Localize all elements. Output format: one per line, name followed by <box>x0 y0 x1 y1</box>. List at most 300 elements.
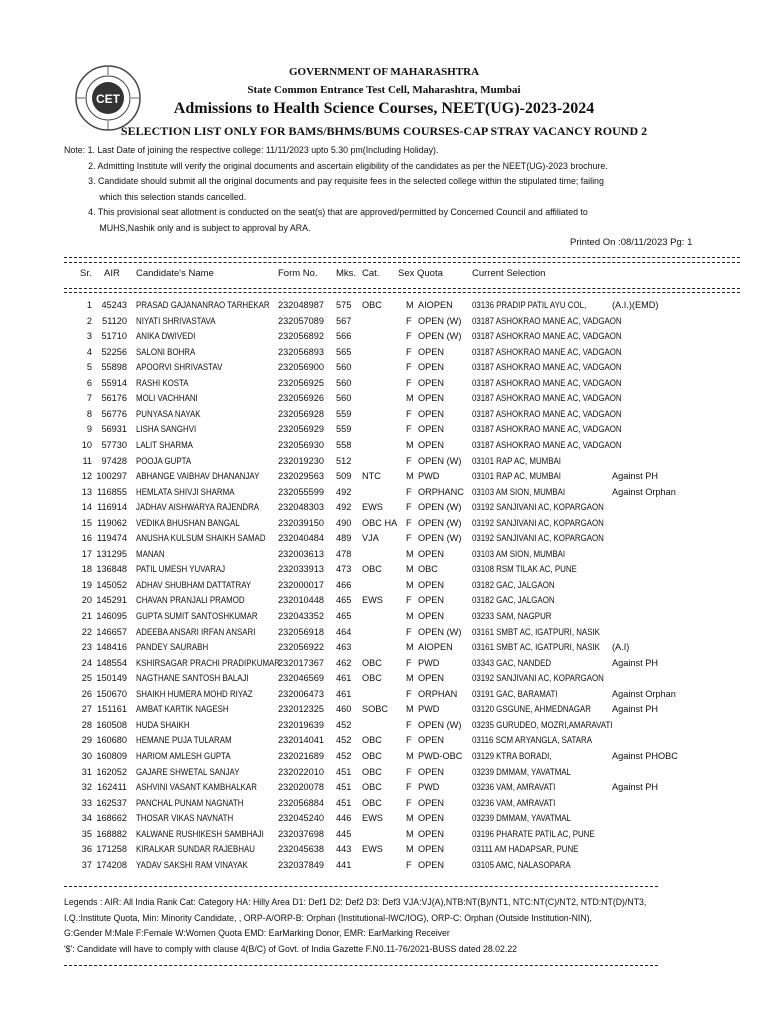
row-quota: OPEN <box>418 735 445 746</box>
row-name: SALONI BOHRA <box>136 346 196 357</box>
row-sex: M <box>406 673 414 684</box>
row-air: 97428 <box>101 455 127 466</box>
row-marks: 566 <box>336 331 352 342</box>
table-row <box>0 844 768 860</box>
row-name: GUPTA SUMIT SANTOSHKUMAR <box>136 611 258 621</box>
note-line: 4. This provisional seat allotment is conducted on the seat(s) that are approved/permitted by Concerned Council and affiliated to <box>88 207 588 219</box>
row-category: EWS <box>362 595 383 606</box>
row-form: 232048987 <box>278 300 324 310</box>
row-sr: 36 <box>81 844 92 855</box>
row-sr: 32 <box>81 782 92 793</box>
row-quota: PWD <box>418 471 440 482</box>
row-form: 232003613 <box>278 548 324 559</box>
row-quota: OPEN (W) <box>418 455 462 466</box>
row-marks: 512 <box>336 455 352 466</box>
row-quota: OPEN (W) <box>418 502 462 513</box>
row-marks: 451 <box>336 766 352 777</box>
row-air: 146657 <box>96 626 127 637</box>
row-sr: 24 <box>81 657 92 668</box>
row-selection: 03120 GSGUNE, AHMEDNAGAR <box>472 704 592 715</box>
row-sr: 11 <box>82 455 92 466</box>
row-quota: OPEN <box>418 393 445 404</box>
table-row <box>0 518 768 534</box>
table-row <box>0 378 768 394</box>
row-name: PANDEY SAURABH <box>136 642 209 653</box>
row-sr: 27 <box>81 704 92 715</box>
row-quota: OPEN <box>418 377 445 388</box>
divider <box>64 288 740 289</box>
row-sr: 5 <box>86 362 92 373</box>
row-selection: 03187 ASHOKRAO MANE AC, VADGAON <box>472 315 622 326</box>
row-quota: ORPHAN <box>418 688 458 699</box>
row-form: 232057089 <box>278 315 324 326</box>
row-marks: 489 <box>336 533 352 544</box>
row-selection: 03182 GAC, JALGAON <box>472 579 555 590</box>
divider <box>64 257 740 258</box>
row-form: 232000017 <box>278 579 324 590</box>
table-row <box>0 456 768 472</box>
table-row <box>0 735 768 751</box>
row-selection: 03187 ASHOKRAO MANE AC, VADGAON <box>472 346 622 357</box>
row-sex: M <box>406 439 414 450</box>
col-name: Candidate's Name <box>136 268 214 279</box>
table-row <box>0 704 768 720</box>
row-form: 232056929 <box>278 424 324 435</box>
row-quota: OPEN (W) <box>418 331 462 342</box>
row-selection: 03103 AM SION, MUMBAI <box>472 486 566 497</box>
row-selection: 03187 ASHOKRAO MANE AC, VADGAON <box>472 331 622 342</box>
table-row <box>0 829 768 845</box>
row-sex: M <box>406 579 414 590</box>
row-sr: 33 <box>81 797 92 808</box>
legend-line: I.Q.:Institute Quota, Min: Minority Candidate, , ORP-A/ORP-B: Orphan (Institutional-IWC/IOG), ORP-C: Orphan (Outside Institution-NIN), <box>64 912 592 924</box>
row-marks: 441 <box>336 859 352 870</box>
row-air: 146095 <box>96 611 127 621</box>
row-air: 168882 <box>96 828 127 839</box>
col-selection: Current Selection <box>472 268 546 279</box>
row-sr: 13 <box>81 486 92 497</box>
table-row <box>0 595 768 611</box>
row-air: 150149 <box>96 673 127 684</box>
row-air: 56776 <box>101 408 127 419</box>
row-sex: M <box>406 471 414 482</box>
row-selection: 03187 ASHOKRAO MANE AC, VADGAON <box>472 393 622 404</box>
row-quota: OPEN (W) <box>418 533 462 544</box>
table-row <box>0 300 768 316</box>
row-sex: F <box>406 486 412 497</box>
header-government: GOVERNMENT OF MAHARASHTRA <box>288 66 480 78</box>
row-remark: Against PH <box>612 471 658 482</box>
row-sex: M <box>406 548 414 559</box>
note-line: 2. Admitting Institute will verify the original documents and ascertain eligibility of the candidates as per the NEET(UG)-2023 brochure. <box>88 160 608 172</box>
row-selection: 03105 AMC, NALASOPARA <box>472 859 571 870</box>
row-quota: OPEN <box>418 844 445 855</box>
row-quota: OPEN <box>418 346 445 357</box>
row-quota: OBC <box>418 564 438 575</box>
row-marks: 567 <box>336 315 352 326</box>
row-air: 148554 <box>96 657 127 668</box>
row-name: LALIT SHARMA <box>136 439 193 450</box>
row-name: ADHAV SHUBHAM DATTATRAY <box>136 579 252 590</box>
row-name: HEMANE PUJA TULARAM <box>136 735 232 746</box>
row-air: 174208 <box>96 859 127 870</box>
row-sr: 30 <box>81 750 92 761</box>
row-sr: 25 <box>81 673 92 684</box>
row-quota: ORPHANC <box>418 486 464 497</box>
row-quota: OPEN <box>418 611 445 621</box>
table-row <box>0 549 768 565</box>
row-marks: 560 <box>336 377 352 388</box>
row-category: OBC HA <box>362 517 398 528</box>
row-form: 232006473 <box>278 688 324 699</box>
row-marks: 560 <box>336 362 352 373</box>
row-category: OBC <box>362 797 382 808</box>
row-name: NAGTHANE SANTOSH BALAJI <box>136 673 249 684</box>
row-selection: 03236 VAM, AMRAVATI <box>472 797 556 808</box>
row-sr: 1 <box>86 300 92 310</box>
row-sr: 15 <box>81 517 92 528</box>
row-name: AMBAT KARTIK NAGESH <box>136 704 229 715</box>
row-form: 232017367 <box>278 657 324 668</box>
row-selection: 03192 SANJIVANI AC, KOPARGAON <box>472 673 604 684</box>
row-sr: 23 <box>81 642 92 653</box>
row-quota: AIOPEN <box>418 642 453 653</box>
row-name: RASHI KOSTA <box>136 377 189 388</box>
row-sex: M <box>406 828 414 839</box>
page-subtitle: SELECTION LIST ONLY FOR BAMS/BHMS/BUMS COURSES-CAP STRAY VACANCY ROUND 2 <box>120 124 648 138</box>
row-air: 160680 <box>96 735 127 746</box>
table-row <box>0 424 768 440</box>
row-quota: OPEN (W) <box>418 315 462 326</box>
row-sex: M <box>406 813 414 824</box>
row-form: 232056926 <box>278 393 324 404</box>
row-form: 232022010 <box>278 766 324 777</box>
row-quota: OPEN <box>418 579 445 590</box>
row-air: 55914 <box>101 377 127 388</box>
row-form: 232020078 <box>278 782 324 793</box>
row-sr: 17 <box>81 548 92 559</box>
row-selection: 03192 SANJIVANI AC, KOPARGAON <box>472 517 604 528</box>
row-air: 136848 <box>96 564 127 575</box>
row-name: ANIKA DWIVEDI <box>136 331 196 342</box>
row-sex: F <box>406 502 412 513</box>
row-selection: 03233 SAM, NAGPUR <box>472 611 552 621</box>
row-form: 232019639 <box>278 719 324 730</box>
row-sex: F <box>406 331 412 342</box>
row-sr: 19 <box>81 579 92 590</box>
row-marks: 462 <box>336 657 352 668</box>
row-air: 162052 <box>96 766 127 777</box>
row-form: 232056928 <box>278 408 324 419</box>
row-selection: 03129 KTRA BORADI, <box>472 750 552 761</box>
row-marks: 461 <box>336 673 352 684</box>
row-name: ABHANGE VAIBHAV DHANANJAY <box>136 471 260 482</box>
row-selection: 03161 SMBT AC, IGATPURI, NASIK <box>472 642 600 653</box>
row-name: JADHAV AISHWARYA RAJENDRA <box>136 502 260 513</box>
row-selection: 03101 RAP AC, MUMBAI <box>472 471 562 482</box>
row-form: 232056900 <box>278 362 324 373</box>
row-selection: 03196 PHARATE PATIL AC, PUNE <box>472 828 595 839</box>
row-sex: F <box>406 797 412 808</box>
row-form: 232046569 <box>278 673 324 684</box>
row-quota: OPEN <box>418 424 445 435</box>
row-marks: 558 <box>336 439 352 450</box>
row-sex: F <box>406 377 412 388</box>
note-line: Note: 1. Last Date of joining the respective college: 11/11/2023 upto 5.30 pm(Including Holiday). <box>64 145 439 156</box>
row-name: SHAIKH HUMERA MOHD RIYAZ <box>136 688 253 699</box>
row-quota: OPEN (W) <box>418 517 462 528</box>
row-remark: Against Orphan <box>612 688 676 699</box>
table-row <box>0 782 768 798</box>
row-marks: 464 <box>336 626 352 637</box>
legend-line: Legends : AIR: All India Rank Cat: Category HA: Hilly Area D1: Def1 D2: Def2 D3: Def3 VJA:VJ(A),NTB:NT(B)/NT1, NTC:NT(C)/NT2, NTD:NT(D)/NT3, <box>64 897 647 908</box>
row-form: 232056893 <box>278 346 324 357</box>
row-air: 45243 <box>101 300 127 310</box>
row-marks: 492 <box>336 502 352 513</box>
row-name: KSHIRSAGAR PRACHI PRADIPKUMAR <box>136 657 281 668</box>
row-sr: 37 <box>81 859 92 870</box>
row-name: MANAN <box>136 548 165 559</box>
row-marks: 460 <box>336 704 352 715</box>
row-selection: 03239 DMMAM, YAVATMAL <box>472 813 571 824</box>
header-cell: State Common Entrance Test Cell, Maharashtra, Mumbai <box>247 84 521 96</box>
row-category: OBC <box>362 750 382 761</box>
table-row <box>0 658 768 674</box>
row-selection: 03236 VAM, AMRAVATI <box>472 782 556 793</box>
row-form: 232029563 <box>278 471 324 482</box>
row-selection: 03191 GAC, BARAMATI <box>472 688 558 699</box>
row-air: 168662 <box>96 813 127 824</box>
row-form: 232019230 <box>278 455 324 466</box>
row-category: EWS <box>362 813 383 824</box>
row-category: OBC <box>362 564 382 575</box>
row-name: PRASAD GAJANANRAO TARHEKAR <box>136 300 270 310</box>
row-air: 55898 <box>101 362 127 373</box>
row-sr: 26 <box>81 688 92 699</box>
row-sex: M <box>406 704 414 715</box>
table-row <box>0 347 768 363</box>
row-marks: 466 <box>336 579 352 590</box>
row-air: 119062 <box>97 517 127 528</box>
row-remark: (A.I.)(EMD) <box>612 300 659 310</box>
divider <box>64 886 658 887</box>
row-quota: PWD <box>418 704 440 715</box>
row-form: 232021689 <box>278 750 324 761</box>
row-sex: M <box>406 564 414 575</box>
row-air: 151161 <box>97 704 127 715</box>
divider <box>64 262 740 263</box>
row-marks: 452 <box>336 719 352 730</box>
row-marks: 452 <box>336 735 352 746</box>
row-form: 232043352 <box>278 611 324 621</box>
row-category: OBC <box>362 735 382 746</box>
row-selection: 03182 GAC, JALGAON <box>472 595 555 606</box>
row-air: 116914 <box>97 502 127 513</box>
row-name: KALWANE RUSHIKESH SAMBHAJI <box>136 828 264 839</box>
row-sex: F <box>406 766 412 777</box>
row-marks: 490 <box>336 517 352 528</box>
row-category: SOBC <box>362 704 389 715</box>
row-form: 232040484 <box>278 533 324 544</box>
row-form: 232045638 <box>278 844 324 855</box>
row-air: 162411 <box>97 782 127 793</box>
row-sr: 35 <box>81 828 92 839</box>
row-name: APOORVI SHRIVASTAV <box>136 362 223 373</box>
row-name: HEMLATA SHIVJI SHARMA <box>136 486 235 497</box>
row-sex: M <box>406 642 414 653</box>
table-row <box>0 487 768 503</box>
table-row <box>0 642 768 658</box>
row-quota: OPEN <box>418 673 445 684</box>
row-name: YADAV SAKSHI RAM VINAYAK <box>136 859 248 870</box>
row-air: 171258 <box>96 844 127 855</box>
row-form: 232012325 <box>278 704 324 715</box>
table-row <box>0 502 768 518</box>
note-line: 3. Candidate should submit all the original documents and pay requisite fees in the selected college within the stipulated time; failing <box>88 176 604 188</box>
col-form: Form No. <box>278 268 318 279</box>
row-air: 160508 <box>96 719 127 730</box>
row-selection: 03187 ASHOKRAO MANE AC, VADGAON <box>472 424 622 435</box>
row-sr: 7 <box>86 393 92 404</box>
row-selection: 03192 SANJIVANI AC, KOPARGAON <box>472 533 604 544</box>
logo-text: CET <box>96 92 120 106</box>
row-marks: 473 <box>336 564 352 575</box>
row-sr: 31 <box>81 766 92 777</box>
table-row <box>0 860 768 876</box>
row-sex: M <box>406 750 414 761</box>
table-row <box>0 611 768 627</box>
row-marks: 575 <box>336 300 352 310</box>
row-remark: Against PH <box>612 657 658 668</box>
row-sr: 10 <box>81 439 92 450</box>
row-sr: 29 <box>81 735 92 746</box>
table-row <box>0 627 768 643</box>
row-sex: F <box>406 315 412 326</box>
row-form: 232037698 <box>278 828 324 839</box>
row-form: 232014041 <box>278 735 324 746</box>
row-name: HUDA SHAIKH <box>136 719 190 730</box>
row-air: 145291 <box>96 595 127 606</box>
table-row <box>0 813 768 829</box>
row-form: 232048303 <box>278 502 324 513</box>
row-form: 232056884 <box>278 797 324 808</box>
row-form: 232056892 <box>278 331 324 342</box>
printed-on: Printed On :08/11/2023 Pg: 1 <box>570 237 693 248</box>
row-sr: 4 <box>86 346 92 357</box>
row-quota: OPEN <box>418 595 445 606</box>
row-name: CHAVAN PRANJALI PRAMOD <box>136 595 245 606</box>
row-sr: 21 <box>81 611 92 621</box>
col-mks: Mks. <box>336 268 357 279</box>
row-sex: F <box>406 346 412 357</box>
table-row <box>0 331 768 347</box>
legend-block <box>64 895 646 957</box>
row-category: OBC <box>362 766 382 777</box>
row-quota: OPEN <box>418 548 445 559</box>
row-quota: OPEN <box>418 813 445 824</box>
row-air: 116855 <box>97 486 127 497</box>
row-selection: 03187 ASHOKRAO MANE AC, VADGAON <box>472 408 622 419</box>
row-selection: 03161 SMBT AC, IGATPURI, NASIK <box>472 626 600 637</box>
row-selection: 03235 GURUDEO, MOZRI,AMARAVATI <box>472 719 613 730</box>
row-category: NTC <box>362 471 381 482</box>
row-name: HARIOM AMLESH GUPTA <box>136 750 231 761</box>
row-sex: M <box>406 300 414 310</box>
row-sr: 8 <box>86 408 92 419</box>
row-sex: F <box>406 362 412 373</box>
row-selection: 03187 ASHOKRAO MANE AC, VADGAON <box>472 362 622 373</box>
row-name: PUNYASA NAYAK <box>136 408 201 419</box>
table-row <box>0 471 768 487</box>
row-sex: F <box>406 657 412 668</box>
row-sex: F <box>406 688 412 699</box>
row-quota: OPEN <box>418 828 445 839</box>
row-marks: 446 <box>336 813 352 824</box>
table-row <box>0 440 768 456</box>
table-row <box>0 409 768 425</box>
row-sr: 28 <box>81 719 92 730</box>
row-marks: 478 <box>336 548 352 559</box>
row-sex: F <box>406 719 412 730</box>
row-marks: 465 <box>336 595 352 606</box>
row-air: 100297 <box>96 471 127 482</box>
row-sex: F <box>406 859 412 870</box>
table-row <box>0 316 768 332</box>
legend-line: G:Gender M:Male F:Female W:Women Quota EMD: EarMarking Donor, EMR: EarMarking Receiver <box>64 928 450 939</box>
row-sex: F <box>406 595 412 606</box>
row-form: 232056918 <box>278 626 324 637</box>
row-form: 232045240 <box>278 813 324 824</box>
table-row <box>0 362 768 378</box>
row-air: 52256 <box>101 346 127 357</box>
row-air: 150670 <box>96 688 127 699</box>
row-sex: F <box>406 626 412 637</box>
row-sr: 9 <box>86 424 92 435</box>
row-air: 51120 <box>102 315 127 326</box>
row-selection: 03343 GAC, NANDED <box>472 657 552 668</box>
row-name: KIRALKAR SUNDAR RAJEBHAU <box>136 844 255 855</box>
table-row <box>0 798 768 814</box>
col-sex-quota: Sex Quota <box>398 268 443 279</box>
row-selection: 03187 ASHOKRAO MANE AC, VADGAON <box>472 439 622 450</box>
row-quota: PWD <box>418 782 440 793</box>
row-quota: OPEN <box>418 859 445 870</box>
row-air: 56176 <box>101 393 127 404</box>
divider <box>64 292 740 293</box>
row-remark: Against PHOBC <box>612 750 678 761</box>
row-air: 148416 <box>96 642 127 653</box>
row-selection: 03108 RSM TILAK AC, PUNE <box>472 564 577 575</box>
row-selection: 03192 SANJIVANI AC, KOPARGAON <box>472 502 604 513</box>
row-form: 232056930 <box>278 439 324 450</box>
row-marks: 559 <box>336 408 352 419</box>
row-form: 232056925 <box>278 377 324 388</box>
table-row <box>0 673 768 689</box>
row-marks: 451 <box>336 797 352 808</box>
row-sex: F <box>406 455 412 466</box>
row-category: OBC <box>362 673 382 684</box>
row-quota: OPEN <box>418 797 445 808</box>
row-sex: F <box>406 735 412 746</box>
row-selection: 03136 PRADIP PATIL AYU COL, <box>472 300 587 310</box>
row-air: 160809 <box>96 750 127 761</box>
row-quota: OPEN <box>418 766 445 777</box>
row-sr: 14 <box>81 502 92 513</box>
row-marks: 559 <box>336 424 352 435</box>
row-remark: (A.I) <box>612 642 630 653</box>
row-name: GAJARE SHWETAL SANJAY <box>136 766 240 777</box>
row-sr: 16 <box>81 533 92 544</box>
